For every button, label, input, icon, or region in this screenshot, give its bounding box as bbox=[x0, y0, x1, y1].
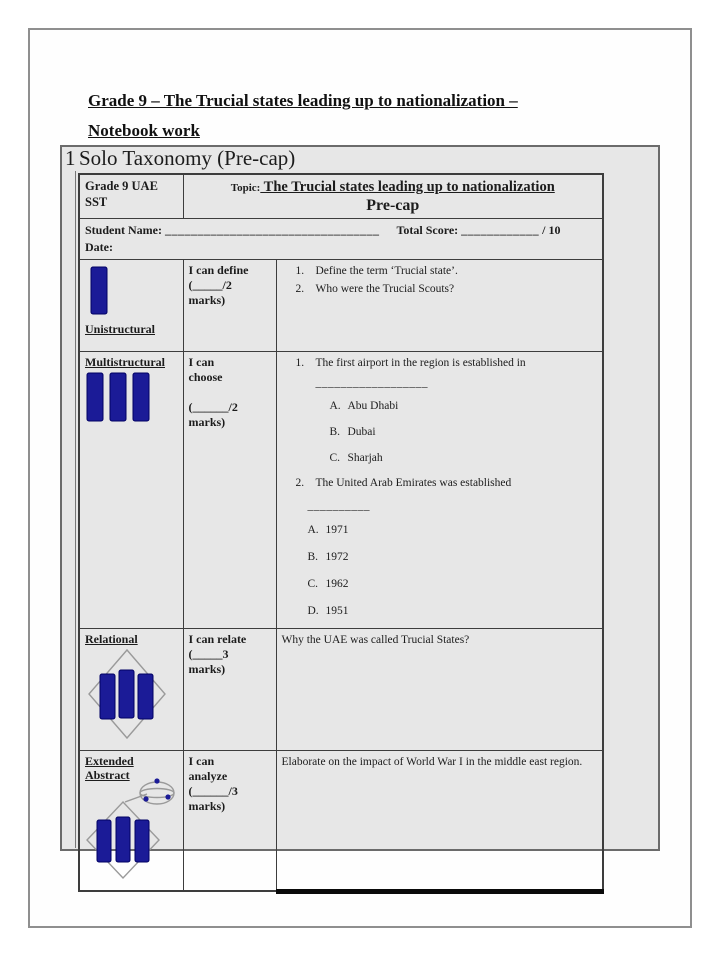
questions-cell-multistructural bbox=[276, 352, 603, 629]
question-number: 2. bbox=[295, 477, 305, 489]
skill-line: marks) bbox=[188, 662, 226, 676]
level-label: Unistructural bbox=[85, 322, 155, 336]
skill-line: (_____3 bbox=[188, 647, 229, 661]
level-label-line1: Extended bbox=[85, 754, 134, 768]
skill-line: I can relate bbox=[188, 632, 247, 646]
question-item bbox=[296, 281, 598, 297]
document-page bbox=[28, 28, 692, 928]
course-line2: SST bbox=[85, 195, 108, 209]
question-text: Who were the Trucial Scouts? bbox=[315, 283, 455, 295]
option-text: 1951 bbox=[325, 605, 349, 617]
course-cell bbox=[79, 174, 183, 219]
skill-line: marks) bbox=[188, 293, 226, 307]
level-cell-relational bbox=[79, 629, 183, 751]
option-label: A. bbox=[329, 400, 341, 412]
questions-cell-relational bbox=[276, 629, 603, 751]
skill-line: I can bbox=[188, 754, 215, 768]
student-info-cell bbox=[79, 219, 603, 260]
student-name-label: Student Name: bbox=[85, 223, 162, 237]
mcq-option bbox=[308, 571, 598, 598]
option-text: 1972 bbox=[325, 551, 349, 563]
document-title bbox=[88, 86, 648, 146]
worksheet-subtitle: Pre-cap bbox=[366, 197, 420, 214]
skill-line: I can bbox=[188, 355, 215, 369]
skill-line: choose bbox=[188, 370, 223, 384]
topic-label: Topic: bbox=[230, 182, 261, 194]
topic-cell bbox=[183, 174, 603, 219]
question-item bbox=[296, 475, 598, 491]
option-text: 1962 bbox=[325, 578, 349, 590]
solo-multistructural-icon bbox=[85, 371, 157, 425]
questions-cell-unistructural bbox=[276, 260, 603, 352]
skill-line: analyze bbox=[188, 769, 228, 783]
course-line1: Grade 9 UAE bbox=[85, 179, 158, 193]
skill-line: I can define bbox=[188, 263, 249, 277]
skill-cell-relate bbox=[183, 629, 276, 751]
skill-line: (______/3 bbox=[188, 784, 238, 798]
document-title-line1: Grade 9 – The Trucial states leading up to nationalization – bbox=[88, 91, 518, 110]
question-item bbox=[296, 355, 598, 371]
mcq-option bbox=[308, 598, 598, 625]
question-item bbox=[296, 263, 598, 279]
date-label: Date: bbox=[85, 240, 113, 254]
skill-line: (______/2 bbox=[188, 400, 238, 414]
total-score-value: / 10 bbox=[542, 223, 561, 237]
option-text: Sharjah bbox=[347, 452, 383, 464]
answer-blank: __________ bbox=[307, 500, 370, 512]
skill-line: (_____/2 bbox=[188, 278, 232, 292]
option-text: Abu Dhabi bbox=[347, 400, 399, 412]
level-cell-multistructural bbox=[79, 352, 183, 629]
option-label: B. bbox=[329, 426, 341, 438]
skill-cell-choose bbox=[183, 352, 276, 629]
option-label: A. bbox=[307, 524, 319, 536]
mcq-option bbox=[308, 544, 598, 571]
skill-line: marks) bbox=[188, 799, 226, 813]
level-label: Relational bbox=[85, 632, 138, 646]
solo-taxonomy-section bbox=[60, 145, 660, 851]
level-cell-extended-abstract bbox=[79, 751, 183, 892]
question-text: Define the term ‘Trucial state’. bbox=[315, 265, 458, 277]
solo-relational-icon bbox=[85, 648, 171, 742]
total-score-label: Total Score: bbox=[396, 223, 459, 237]
solo-unistructural-icon bbox=[85, 265, 113, 317]
mcq-option bbox=[308, 517, 598, 544]
questions-cell-extended-abstract bbox=[276, 751, 603, 892]
solo-extended-abstract-icon bbox=[85, 776, 183, 882]
section-divider-line bbox=[75, 171, 76, 848]
question-number: 2. bbox=[295, 283, 305, 295]
total-score-blank: ____________ bbox=[461, 223, 540, 237]
skill-cell-define bbox=[183, 260, 276, 352]
option-text: 1971 bbox=[325, 524, 349, 536]
question-text: The first airport in the region is established in bbox=[315, 357, 526, 369]
option-label: D. bbox=[307, 605, 319, 617]
level-cell-unistructural bbox=[79, 260, 183, 352]
section-number: 1 bbox=[65, 146, 76, 170]
mcq-option bbox=[330, 393, 598, 419]
skill-cell-analyze bbox=[183, 751, 276, 892]
question-text: Why the UAE was called Trucial States? bbox=[281, 634, 470, 646]
section-title: Solo Taxonomy (Pre-cap) bbox=[79, 146, 296, 170]
student-name-blank: _________________________________ bbox=[165, 223, 380, 237]
option-label: B. bbox=[307, 551, 319, 563]
topic-title: The Trucial states leading up to nationalization bbox=[260, 179, 555, 195]
level-label: Multistructural bbox=[85, 355, 165, 369]
option-label: C. bbox=[307, 578, 319, 590]
option-label: C. bbox=[329, 452, 341, 464]
mcq-option bbox=[330, 419, 598, 445]
level-label-line2: Abstract bbox=[85, 768, 130, 782]
question-text: Elaborate on the impact of World War I in the middle east region. bbox=[281, 756, 583, 768]
question-number: 1. bbox=[295, 357, 305, 369]
mcq-option bbox=[330, 445, 598, 471]
solo-taxonomy-table bbox=[78, 173, 604, 894]
document-title-line2: Notebook work bbox=[88, 121, 200, 140]
answer-blank: __________________ bbox=[315, 377, 428, 389]
question-text: The United Arab Emirates was established bbox=[315, 477, 512, 489]
option-text: Dubai bbox=[347, 426, 376, 438]
question-number: 1. bbox=[295, 265, 305, 277]
skill-line bbox=[189, 385, 271, 400]
skill-line: marks) bbox=[188, 415, 226, 429]
